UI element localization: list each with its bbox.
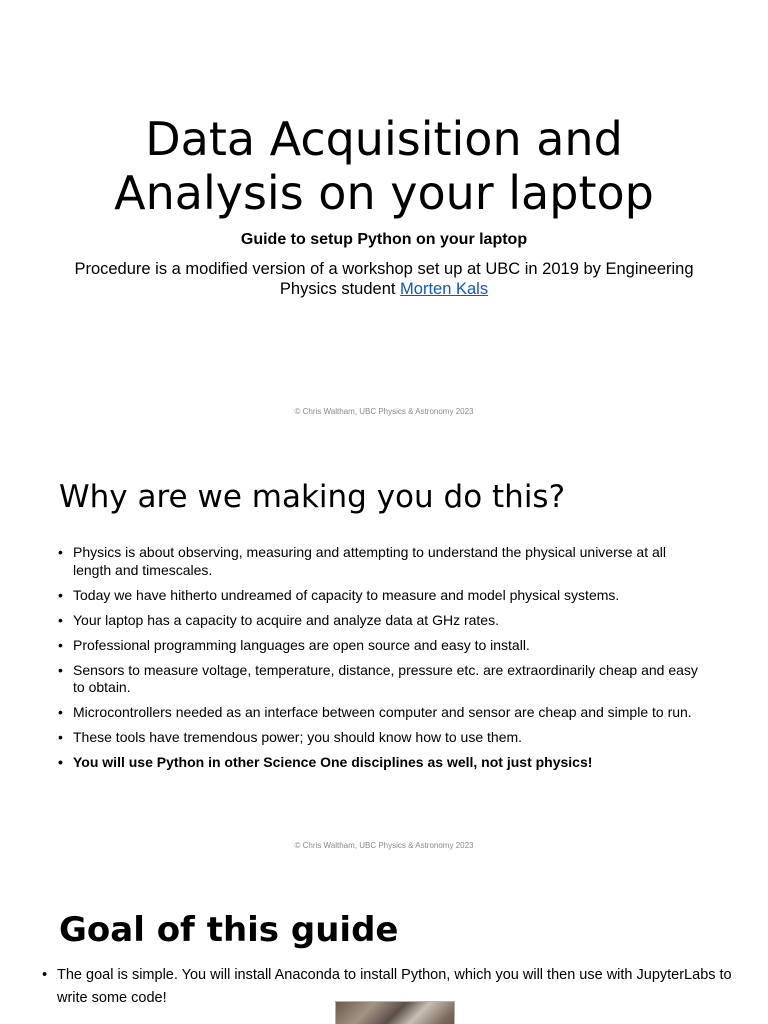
copyright-notice: © Chris Waltham, UBC Physics & Astronomy 2023	[294, 841, 474, 850]
reasons-list	[58, 544, 708, 779]
guide-subtitle: Guide to setup Python on your laptop	[240, 231, 528, 248]
list-item: • Today we have hitherto undreamed of capacity to measure and model physical systems.	[58, 587, 708, 605]
title-slide	[0, 0, 768, 434]
morten-kals-link[interactable]: Morten Kals	[400, 280, 489, 298]
list-item: • Sensors to measure voltage, temperature, distance, pressure etc. are extraordinarily cheap and easy to obtain.	[58, 662, 708, 697]
slide-title	[0, 112, 768, 220]
list-item: • Microcontrollers needed as an interface between computer and sensor are cheap and simple to run.	[58, 704, 708, 722]
goal-slide	[0, 868, 768, 1024]
title-line-1: Data Acquisition and	[145, 112, 623, 166]
slide-title: Why are we making you do this?	[59, 479, 566, 515]
list-item: • Professional programming languages are open source and easy to install.	[58, 637, 708, 655]
slide-title: Goal of this guide	[59, 910, 399, 950]
copyright-notice: © Chris Waltham, UBC Physics & Astronomy 2023	[294, 407, 474, 416]
list-item: • The goal is simple. You will install Anaconda to install Python, which you will then use with JupyterLabs to write some code!	[42, 964, 732, 1010]
slide-photo	[335, 1001, 455, 1024]
list-item: • These tools have tremendous power; you should know how to use them.	[58, 729, 708, 747]
list-item: • You will use Python in other Science One disciplines as well, not just physics!	[58, 754, 708, 772]
procedure-text: Procedure is a modified version of a workshop set up at UBC in 2019 by Engineering Physics student	[74, 260, 694, 298]
procedure-note	[60, 259, 708, 299]
list-item: • Your laptop has a capacity to acquire and analyze data at GHz rates.	[58, 612, 708, 630]
title-line-2: Analysis on your laptop	[114, 166, 654, 220]
list-item: • Physics is about observing, measuring and attempting to understand the physical universe at all length and timescales.	[58, 544, 708, 579]
why-slide	[0, 434, 768, 868]
